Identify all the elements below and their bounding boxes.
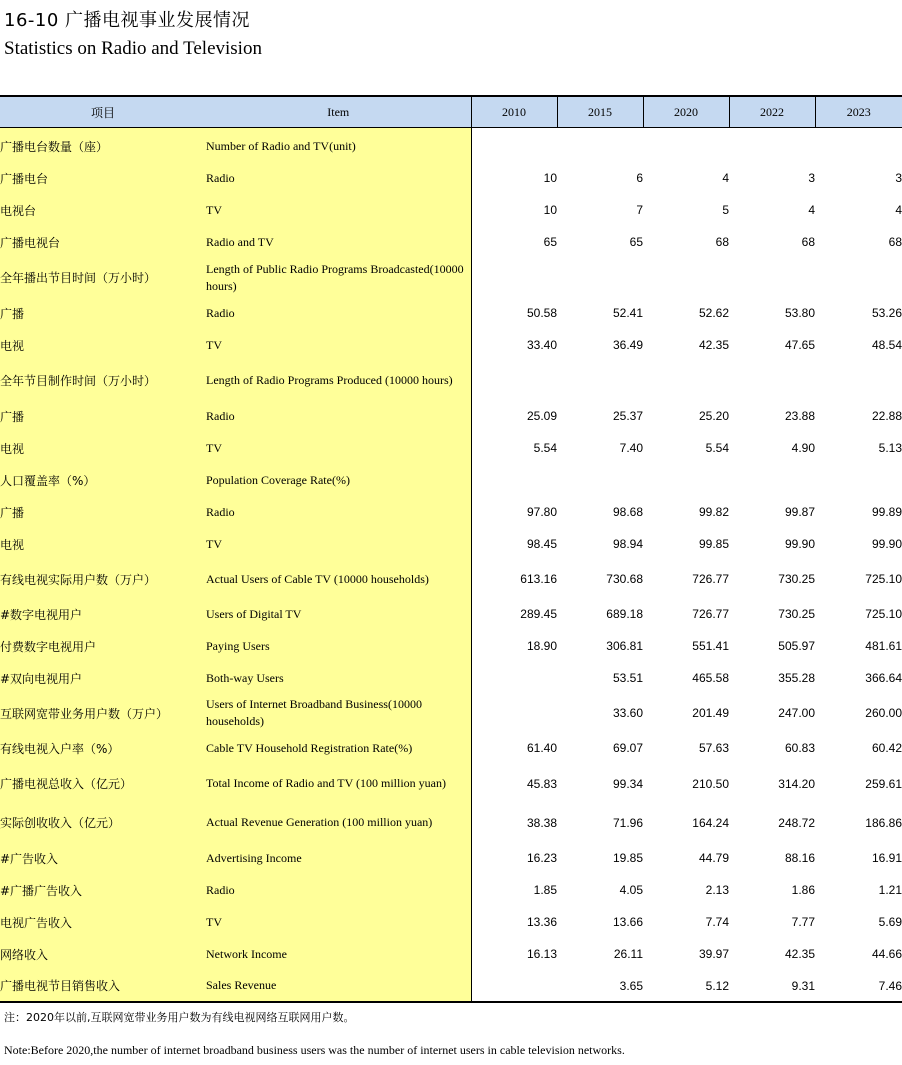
value-cell (729, 258, 815, 297)
value-cell: 44.66 (871, 947, 902, 961)
value-cell: 613.16 (520, 572, 557, 586)
value-cell: 44.79 (698, 851, 729, 865)
value-cell: 7 (636, 203, 643, 217)
value-cell: 551.41 (692, 639, 729, 653)
row-label-en: Actual Revenue Generation (100 million yuan) (206, 803, 471, 842)
row-label-en: Both-way Users (206, 662, 471, 694)
value-cell: 26.11 (613, 947, 643, 961)
row-label-en: Radio and TV (206, 226, 471, 258)
table-row (0, 662, 902, 694)
table-row (0, 732, 902, 764)
value-cell: 1.85 (533, 883, 557, 897)
table-row (0, 970, 902, 1002)
value-cell: 98.45 (526, 537, 557, 551)
value-cell: 68 (715, 235, 729, 249)
table-row (0, 464, 902, 496)
value-cell: 7.46 (815, 970, 902, 1002)
value-cell: 7.74 (705, 915, 729, 929)
row-label-en: Length of Radio Programs Produced (10000 hours) (206, 361, 471, 400)
value-cell: 99.90 (871, 537, 902, 551)
table-row (0, 874, 902, 906)
row-label-cn: 互联网宽带业务用户数（万户） (0, 694, 206, 732)
row-label-en: TV (206, 432, 471, 464)
value-cell: 355.28 (778, 671, 815, 685)
header-year: 2022 (729, 96, 815, 128)
row-label-en: Radio (206, 496, 471, 528)
row-label-cn: 电视 (0, 432, 206, 464)
value-cell (643, 130, 729, 162)
value-cell: 730.68 (606, 572, 643, 586)
value-cell: 164.24 (692, 815, 729, 830)
table-row (0, 432, 902, 464)
row-label-cn: #数字电视用户 (0, 598, 206, 630)
value-cell: 65 (629, 235, 643, 249)
value-cell (471, 130, 557, 162)
row-label-en: Number of Radio and TV(unit) (206, 130, 471, 162)
value-cell: 4 (722, 171, 729, 185)
header-year: 2023 (815, 96, 902, 128)
table-row (0, 764, 902, 803)
value-cell (815, 258, 902, 297)
value-cell: 306.81 (606, 639, 643, 653)
row-label-en: Cable TV Household Registration Rate(%) (206, 732, 471, 764)
row-label-en: Network Income (206, 938, 471, 970)
row-label-cn: 有线电视入户率（%） (0, 732, 206, 764)
value-cell: 47.65 (784, 338, 815, 352)
value-cell: 25.20 (698, 409, 729, 423)
row-label-en: TV (206, 194, 471, 226)
value-cell: 97.80 (526, 505, 557, 519)
value-cell: 5.13 (878, 441, 902, 455)
value-cell: 1.21 (878, 883, 902, 897)
value-cell: 248.72 (778, 815, 815, 830)
value-cell: 99.90 (784, 537, 815, 551)
table-row (0, 130, 902, 162)
value-cell: 19.85 (612, 851, 643, 865)
table-row (0, 162, 902, 194)
table-row (0, 560, 902, 598)
row-label-en: Radio (206, 400, 471, 432)
value-cell: 71.96 (612, 815, 643, 830)
value-cell: 99.82 (698, 505, 729, 519)
value-cell: 52.41 (612, 306, 643, 320)
value-cell (471, 361, 557, 400)
value-cell: 99.87 (784, 505, 815, 519)
value-cell (471, 662, 557, 694)
value-cell: 3 (895, 171, 902, 185)
value-cell: 22.88 (871, 409, 902, 423)
row-label-cn: 广播 (0, 400, 206, 432)
header-item-en: Item (206, 96, 471, 128)
table-row (0, 194, 902, 226)
table-row (0, 938, 902, 970)
value-cell: 98.94 (612, 537, 643, 551)
row-label-cn: 全年播出节目时间（万小时） (0, 258, 206, 297)
value-cell: 201.49 (692, 706, 729, 720)
row-label-cn: 广播电台数量（座） (0, 130, 206, 162)
table-row (0, 630, 902, 662)
table-row (0, 842, 902, 874)
row-label-en: Total Income of Radio and TV (100 million yuan) (206, 764, 471, 803)
value-cell: 33.40 (526, 338, 557, 352)
value-cell: 42.35 (784, 947, 815, 961)
value-cell: 465.58 (692, 671, 729, 685)
value-cell: 39.97 (698, 947, 729, 961)
value-cell: 38.38 (526, 815, 557, 830)
value-cell: 60.83 (784, 741, 815, 755)
value-cell: 68 (801, 235, 815, 249)
table-row (0, 803, 902, 842)
table-row (0, 906, 902, 938)
value-cell: 61.40 (526, 741, 557, 755)
row-label-cn: #双向电视用户 (0, 662, 206, 694)
value-cell: 53.80 (784, 306, 815, 320)
value-cell: 260.00 (865, 706, 902, 720)
table-row (0, 598, 902, 630)
row-label-en: Population Coverage Rate(%) (206, 464, 471, 496)
value-cell: 48.54 (871, 338, 902, 352)
row-label-cn: 有线电视实际用户数（万户） (0, 560, 206, 598)
value-cell: 481.61 (865, 639, 902, 653)
table-header-row (0, 96, 902, 128)
value-cell: 53.26 (871, 306, 902, 320)
table-row (0, 297, 902, 329)
value-cell: 505.97 (778, 639, 815, 653)
footnote-cn: 注：2020年以前,互联网宽带业务用户数为有线电视网络互联网用户数。 (4, 1011, 355, 1024)
table-row (0, 400, 902, 432)
table-row (0, 226, 902, 258)
table-row (0, 528, 902, 560)
table-row (0, 496, 902, 528)
row-label-cn: 付费数字电视用户 (0, 630, 206, 662)
value-cell (471, 970, 557, 1002)
value-cell: 45.83 (526, 776, 557, 791)
row-label-en: Sales Revenue (206, 970, 471, 1002)
row-label-cn: 广播 (0, 496, 206, 528)
value-cell: 5.54 (533, 441, 557, 455)
value-cell: 2.13 (705, 883, 729, 897)
value-cell: 726.77 (692, 607, 729, 621)
value-cell: 730.25 (778, 572, 815, 586)
row-label-en: Users of Digital TV (206, 598, 471, 630)
value-cell: 69.07 (612, 741, 643, 755)
value-cell: 99.85 (698, 537, 729, 551)
row-label-cn: 广播电视总收入（亿元） (0, 764, 206, 803)
value-cell: 99.89 (871, 505, 902, 519)
value-cell: 314.20 (778, 776, 815, 791)
row-label-en: TV (206, 906, 471, 938)
row-label-cn: 广播电台 (0, 162, 206, 194)
value-cell: 730.25 (778, 607, 815, 621)
value-cell: 16.13 (526, 947, 557, 961)
value-cell: 5 (722, 203, 729, 217)
value-cell (557, 258, 643, 297)
value-cell: 726.77 (692, 572, 729, 586)
value-cell: 36.49 (612, 338, 643, 352)
row-label-cn: 电视 (0, 329, 206, 361)
value-cell: 25.09 (526, 409, 557, 423)
value-cell: 98.68 (612, 505, 643, 519)
value-cell: 99.34 (612, 776, 643, 791)
row-label-cn: 电视广告收入 (0, 906, 206, 938)
value-cell: 247.00 (778, 706, 815, 720)
row-label-cn: 全年节目制作时间（万小时） (0, 361, 206, 400)
value-cell: 186.86 (865, 815, 902, 830)
value-cell: 33.60 (612, 706, 643, 720)
value-cell: 725.10 (865, 572, 902, 586)
value-cell: 53.51 (612, 671, 643, 685)
row-label-en: Paying Users (206, 630, 471, 662)
value-cell (815, 464, 902, 496)
value-cell: 16.23 (526, 851, 557, 865)
value-cell (557, 130, 643, 162)
value-cell: 7.77 (791, 915, 815, 929)
table-row (0, 258, 902, 297)
value-cell: 50.58 (526, 306, 557, 320)
value-cell: 68 (888, 235, 902, 249)
value-cell: 4.05 (619, 883, 643, 897)
table-row (0, 361, 902, 400)
header-year: 2020 (643, 96, 729, 128)
value-cell: 25.37 (612, 409, 643, 423)
value-cell: 6 (636, 171, 643, 185)
value-cell: 725.10 (865, 607, 902, 621)
value-cell (729, 130, 815, 162)
row-label-en: TV (206, 329, 471, 361)
row-label-cn: 实际创收收入（亿元） (0, 803, 206, 842)
value-cell (557, 464, 643, 496)
value-cell: 259.61 (865, 776, 902, 791)
value-cell: 210.50 (692, 776, 729, 791)
table-row (0, 694, 902, 732)
value-cell (815, 130, 902, 162)
value-cell: 4.90 (791, 441, 815, 455)
value-cell: 13.36 (526, 915, 557, 929)
value-cell (643, 464, 729, 496)
value-cell: 10 (543, 171, 557, 185)
value-cell: 23.88 (784, 409, 815, 423)
row-label-cn: 广播电视台 (0, 226, 206, 258)
header-year: 2010 (471, 96, 557, 128)
value-cell (557, 361, 643, 400)
row-label-en: Radio (206, 162, 471, 194)
row-label-cn: 人口覆盖率（%） (0, 464, 206, 496)
value-cell (729, 361, 815, 400)
value-cell: 9.31 (729, 970, 815, 1002)
row-label-en: Users of Internet Broadband Business(10000 households) (206, 694, 471, 732)
table-body (0, 128, 902, 1003)
row-label-cn: #广播广告收入 (0, 874, 206, 906)
statistics-table (0, 95, 902, 1003)
value-cell: 4 (808, 203, 815, 217)
value-cell (471, 258, 557, 297)
value-cell: 65 (543, 235, 557, 249)
value-cell: 88.16 (784, 851, 815, 865)
value-cell (815, 361, 902, 400)
value-cell: 5.12 (643, 970, 729, 1002)
row-label-en: Actual Users of Cable TV (10000 households) (206, 560, 471, 598)
value-cell: 52.62 (698, 306, 729, 320)
value-cell: 1.86 (791, 883, 815, 897)
footnote-en: Note:Before 2020,the number of internet broadband business users was the number of internet users in cable television networks. (4, 1043, 625, 1057)
value-cell: 5.54 (705, 441, 729, 455)
value-cell: 10 (543, 203, 557, 217)
value-cell: 5.69 (878, 915, 902, 929)
value-cell: 289.45 (520, 607, 557, 621)
row-label-cn: 广播 (0, 297, 206, 329)
row-label-cn: 电视台 (0, 194, 206, 226)
value-cell: 42.35 (698, 338, 729, 352)
value-cell (643, 361, 729, 400)
row-label-en: Length of Public Radio Programs Broadcasted(10000 hours) (206, 258, 471, 297)
header-year: 2015 (557, 96, 643, 128)
value-cell: 366.64 (865, 671, 902, 685)
value-cell: 60.42 (871, 741, 902, 755)
value-cell (729, 464, 815, 496)
row-label-en: Radio (206, 874, 471, 906)
value-cell: 57.63 (698, 741, 729, 755)
value-cell: 16.91 (871, 851, 902, 865)
value-cell: 4 (895, 203, 902, 217)
value-cell: 18.90 (526, 639, 557, 653)
row-label-en: TV (206, 528, 471, 560)
value-cell: 13.66 (612, 915, 643, 929)
value-cell: 3 (808, 171, 815, 185)
page-title-en: Statistics on Radio and Television (4, 38, 262, 59)
value-cell (471, 694, 557, 732)
value-cell (643, 258, 729, 297)
value-cell (471, 464, 557, 496)
value-cell: 3.65 (557, 970, 643, 1002)
row-label-cn: 电视 (0, 528, 206, 560)
row-label-cn: 网络收入 (0, 938, 206, 970)
row-label-cn: 广播电视节目销售收入 (0, 970, 206, 1002)
page-title-cn: 16-10 广播电视事业发展情况 (4, 10, 251, 31)
table-row (0, 329, 902, 361)
row-label-en: Radio (206, 297, 471, 329)
value-cell: 689.18 (606, 607, 643, 621)
row-label-en: Advertising Income (206, 842, 471, 874)
header-item-cn: 项目 (0, 96, 206, 128)
value-cell: 7.40 (619, 441, 643, 455)
row-label-cn: #广告收入 (0, 842, 206, 874)
